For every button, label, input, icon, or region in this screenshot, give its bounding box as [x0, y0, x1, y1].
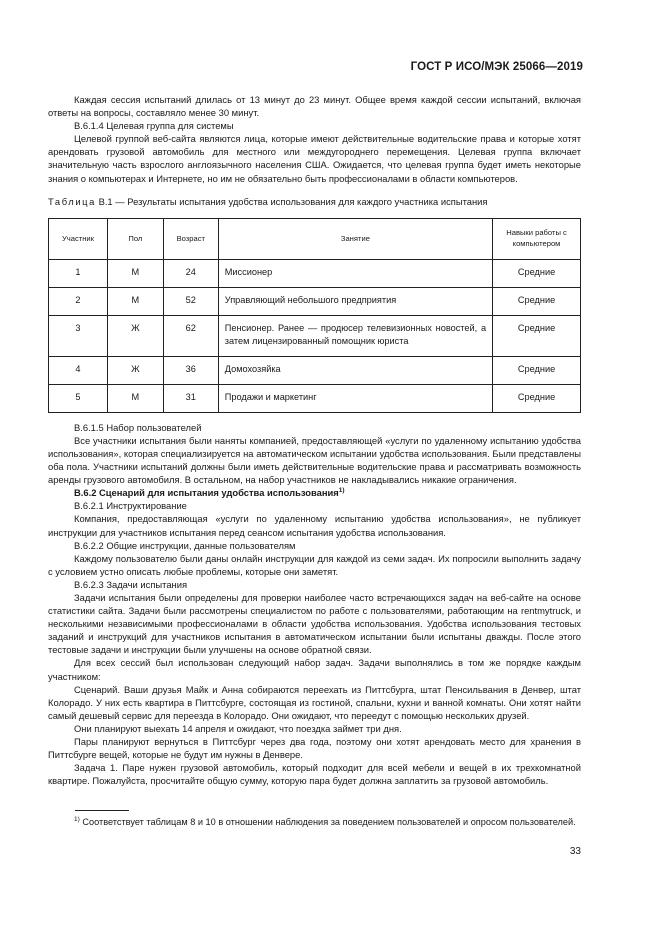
table-cell: Средние	[493, 384, 581, 412]
table-row	[49, 287, 581, 315]
table-caption-prefix: Таблица	[48, 195, 96, 207]
column-header: Занятие	[218, 218, 492, 259]
table-cell: Ж	[107, 356, 163, 384]
table-cell: 52	[163, 287, 218, 315]
page-content	[48, 93, 581, 787]
table-cell: 4	[49, 356, 108, 384]
paragraph-session-duration: Каждая сессия испытаний длилась от 13 минут до 23 минут. Общее время каждой сессии испытаний, включая ответы на вопросы, составляло менее 30 минут.	[48, 94, 581, 119]
paragraph-test-tasks: Задачи испытания были определены для проверки наиболее часто встречающихся задач на веб-сайте на основе статистики сайта. Задачи были рассмотрены специалистом по работе с пользователями, работающим на rentmytruck, и несколькими независимыми профессионалами в области удобства использования. Удобства использования тестовых заданий и инструкций для участников испытания в автоматическом испытании были испытаны дважды. После этого тестовые задачи и инструкции были улучшены на основе обратной связи.	[48, 591, 581, 656]
paragraph-user-recruitment: Все участники испытания были наняты компанией, предоставляющей «услуги по удаленному испытанию удобства использования», которая специализируется на автоматическом испытании удобства использования. Были представлены оба пола. Участники испытаний должны были иметь действительные водительские права и рассматривать возможность аренды грузового автомобиля. В остальном, на набор участников не накладывались никакие ограничения.	[48, 434, 581, 486]
table-cell: Пенсионер. Ранее — продюсер телевизионных новостей, а затем лицензированный помощник юриста	[218, 315, 492, 356]
table-cell: М	[107, 287, 163, 315]
paragraph-general-instructions: Каждому пользователю были даны онлайн инструкции для каждой из семи задач. Их попросили выполнить задачу с условием устно описать любые проблемы, которые они заметят.	[48, 552, 581, 577]
paragraph-return: Пары планируют вернуться в Питтсбург через два года, поэтому они хотят арендовать место для хранения в Питтсбурге вещей, которые не будут им нужны в Денвере.	[48, 736, 581, 761]
paragraph-target-group: Целевой группой веб-сайта являются лица, которые имеют действительные водительские права и которые хотят арендовать грузовой автомобиль для местного или междугороднего перемещения. Целевая группа включает значительную часть взрослого англоязычного населения США. Ожидается, что целевая группа будет иметь некоторые знания о компьютерах и Интернете, но им не обязательно быть профессионалами в области компьютеров.	[48, 133, 581, 184]
table-cell: М	[107, 384, 163, 412]
table-cell: Средние	[493, 287, 581, 315]
section-title-6-2-2: В.6.2.2 Общие инструкции, данные пользователям	[74, 539, 296, 551]
section-title-6-1-5: В.6.1.5 Набор пользователей	[74, 421, 202, 433]
section-title-6-1-4: В.6.1.4 Целевая группа для системы	[74, 120, 234, 132]
table-cell: Средние	[493, 356, 581, 384]
table-row	[49, 356, 581, 384]
page-number: 33	[569, 846, 581, 857]
table-row	[49, 259, 581, 287]
table-row	[49, 315, 581, 356]
section-title-6-2-3: В.6.2.3 Задачи испытания	[74, 578, 188, 590]
table-row	[49, 384, 581, 412]
footnote-reference: 1)	[338, 487, 345, 495]
table-cell: 3	[49, 315, 108, 356]
paragraph-task-order: Для всех сессий был использован следующий набор задач. Задачи выполнялись в том же порядке каждым участником:	[48, 657, 581, 682]
paragraph-briefing: Компания, предоставляющая «услуги по удаленному испытанию удобства использования», не публикует инструкции для участников испытания перед сеансом испытания удобства использования.	[48, 513, 581, 538]
footnote	[48, 816, 581, 829]
table-cell: 36	[163, 356, 218, 384]
footnote-divider	[75, 810, 129, 811]
table-cell: Миссионер	[218, 259, 492, 287]
column-header: Навыки работы с компьютером	[493, 218, 581, 259]
table-cell: Продажи и маркетинг	[218, 384, 492, 412]
paragraph-task-1: Задача 1. Паре нужен грузовой автомобиль, который подходит для всей мебели и вещей в их трехкомнатной квартире. Пожалуйста, просчитайте общую сумму, которую пара будет должна заплатить за грузовой автомобиль.	[48, 762, 581, 787]
section-title-6-2-1: В.6.2.1 Инструктирование	[74, 500, 187, 512]
table-cell: Средние	[493, 259, 581, 287]
section-title-6-2	[48, 486, 581, 499]
paragraph-departure: Они планируют выехать 14 апреля и ожидают, что поездка займет три дня.	[74, 722, 402, 734]
table-cell: 5	[49, 384, 108, 412]
table-cell: 1	[49, 259, 108, 287]
table-cell: Домохозяйка	[218, 356, 492, 384]
footnote-mark: 1)	[74, 815, 80, 823]
table-cell: 62	[163, 315, 218, 356]
paragraph-scenario: Сценарий. Ваши друзья Майк и Анна собираются переехать из Питтсбурга, штат Пенсильвания в Денвер, штат Колорадо. У них есть квартира в Питтсбурге, состоящая из гостиной, спальни, кухни и ванной комнаты. Они хотят найти самый дешевый сервис для переезда в Колорадо. Они ожидают, что переедут с помощью нескольких друзей.	[48, 683, 581, 721]
section-title-6-2-text: В.6.2 Сценарий для испытания удобства использования	[74, 487, 339, 499]
table-cell: 2	[49, 287, 108, 315]
table-header-row	[49, 218, 581, 259]
footnote-text: Соответствует таблицам 8 и 10 в отношении наблюдения за поведением пользователей и опросом пользователей.	[79, 817, 576, 827]
table-cell: Управляющий небольшого предприятия	[218, 287, 492, 315]
table-cell: 24	[163, 259, 218, 287]
table-cell: М	[107, 259, 163, 287]
results-table	[48, 218, 581, 413]
table-cell: 31	[163, 384, 218, 412]
table-caption-text: В.1 — Результаты испытания удобства использования для каждого участника испытания	[98, 195, 488, 207]
document-header: ГОСТ Р ИСО/МЭК 25066—2019	[410, 61, 583, 73]
table-cell: Средние	[493, 315, 581, 356]
column-header: Участник	[49, 218, 108, 259]
table-caption	[48, 195, 581, 208]
table-cell: Ж	[107, 315, 163, 356]
column-header: Пол	[107, 218, 163, 259]
column-header: Возраст	[163, 218, 218, 259]
